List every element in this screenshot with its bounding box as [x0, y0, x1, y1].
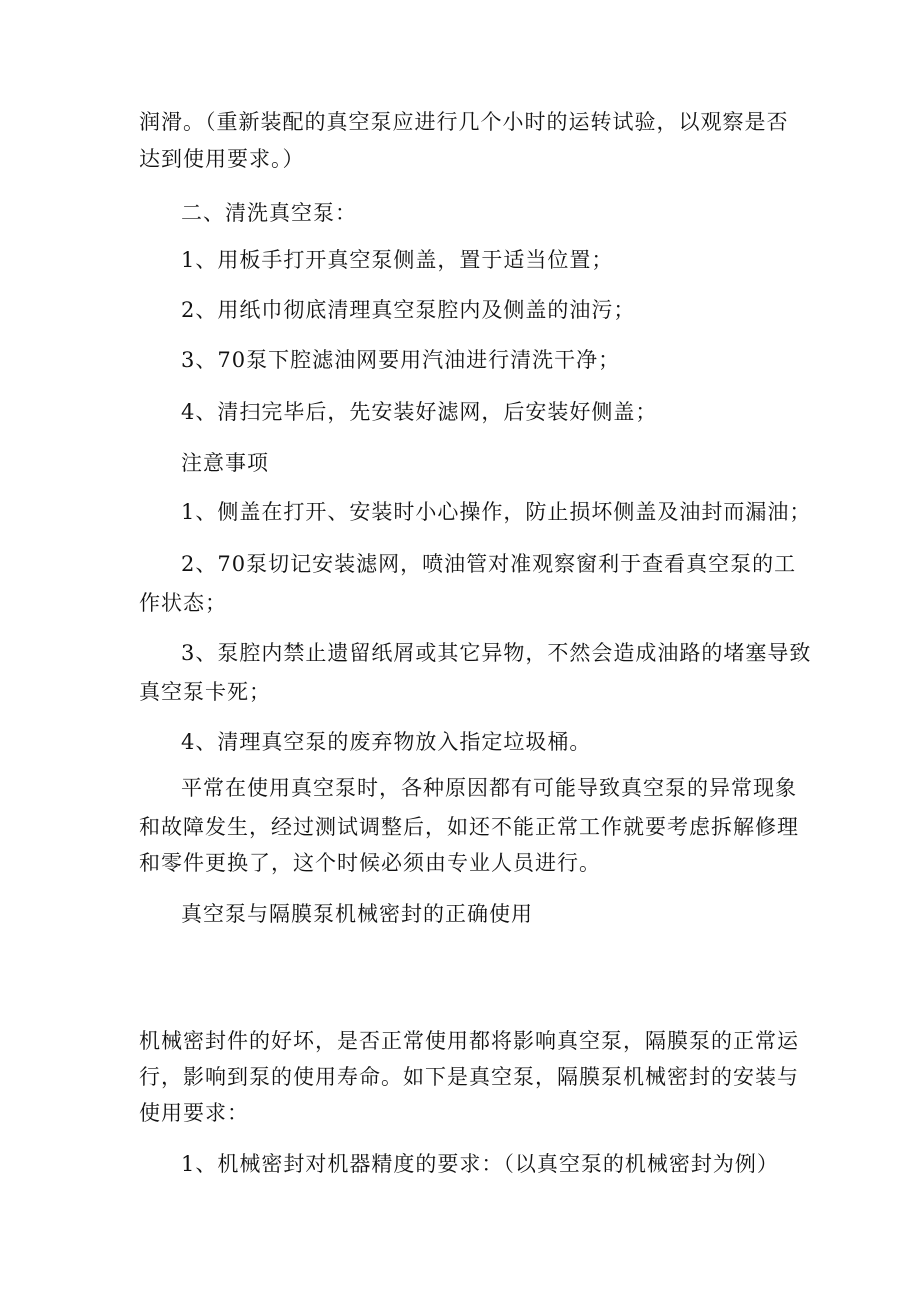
text-line: 达到使用要求。）	[139, 147, 305, 171]
text-line: 使用要求：	[139, 1101, 249, 1125]
text-line: 和零件更换了，这个时候必须由专业人员进行。	[139, 851, 601, 875]
text-line: 作状态；	[139, 591, 227, 615]
section-heading: 真空泵与隔膜泵机械密封的正确使用	[181, 902, 533, 926]
paragraph-line: 平常在使用真空泵时，各种原因都有可能导致真空泵的异常现象	[181, 776, 797, 800]
text-line: 润滑。（重新装配的真空泵应进行几个小时的运转试验，以观察是否	[139, 110, 789, 134]
list-item: 3、泵腔内禁止遗留纸屑或其它异物，不然会造成油路的堵塞导致	[181, 641, 812, 665]
list-item: 2、用纸巾彻底清理真空泵腔内及侧盖的油污；	[181, 298, 636, 322]
list-item: 1、机械密封对机器精度的要求：（以真空泵的机械密封为例）	[181, 1152, 779, 1176]
text-line: 行，影响到泵的使用寿命。如下是真空泵，隔膜泵机械密封的安装与	[139, 1065, 799, 1089]
list-item: 1、用板手打开真空泵侧盖，置于适当位置；	[181, 248, 614, 272]
text-line: 真空泵卡死；	[139, 680, 271, 704]
list-item: 3、70泵下腔滤油网要用汽油进行清洗干净；	[181, 348, 621, 372]
section-heading: 二、清洗真空泵：	[181, 201, 357, 225]
text-line: 和故障发生，经过测试调整后，如还不能正常工作就要考虑拆解修理	[139, 815, 799, 839]
section-heading: 注意事项	[181, 451, 269, 475]
paragraph-line: 机械密封件的好坏，是否正常使用都将影响真空泵，隔膜泵的正常运	[139, 1029, 799, 1053]
list-item: 4、清理真空泵的废弃物放入指定垃圾桶。	[181, 730, 592, 754]
list-item: 2、70泵切记安装滤网，喷油管对准观察窗利于查看真空泵的工	[181, 552, 797, 576]
list-item: 4、清扫完毕后，先安装好滤网，后安装好侧盖；	[181, 400, 658, 424]
list-item: 1、侧盖在打开、安装时小心操作，防止损坏侧盖及油封而漏油；	[181, 500, 812, 524]
